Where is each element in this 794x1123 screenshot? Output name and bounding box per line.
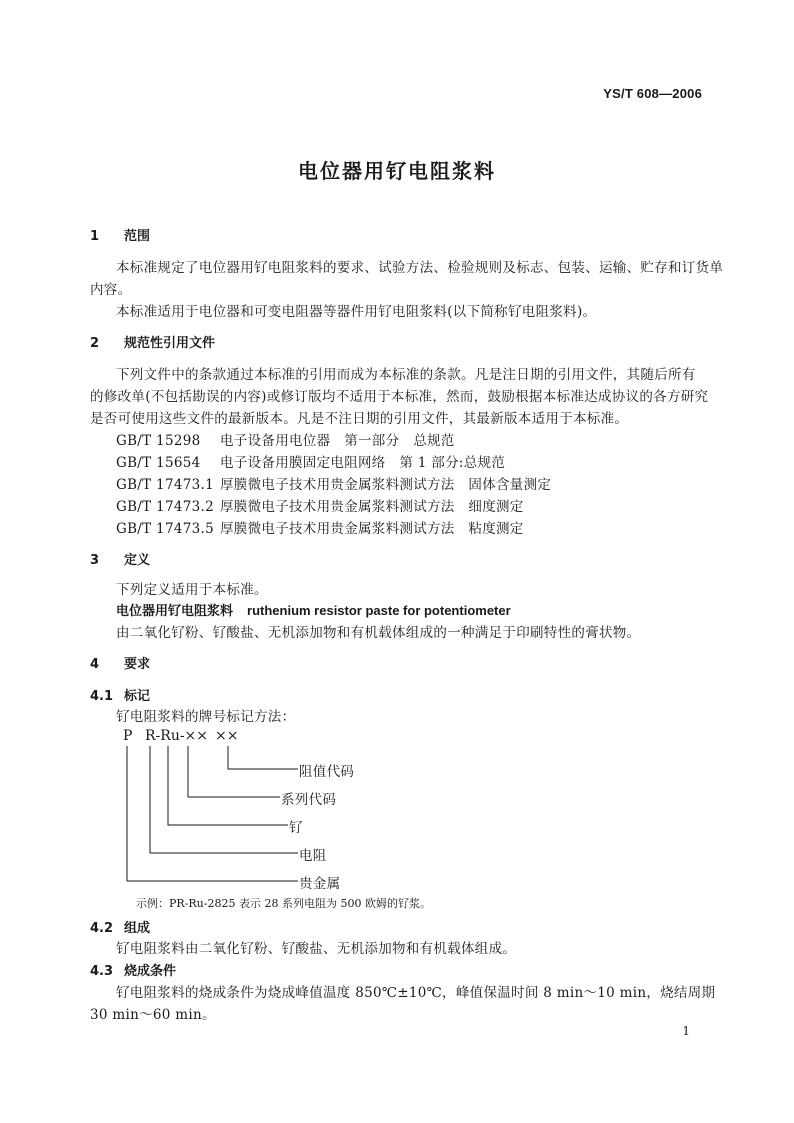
paragraph: 本标准适用于电位器和可变电阻器等器件用钌电阻浆料(以下简称钌电阻浆料)。 (116, 304, 597, 320)
diagram-char-p: P (123, 728, 133, 744)
section-title: 要求 (124, 657, 151, 672)
reference-title: 厚膜微电子技术用贵金属浆料测试方法 粘度测定 (220, 521, 524, 537)
subsection-4-2-heading (90, 917, 150, 936)
diagram-char-resistance-code: ×× (215, 728, 239, 744)
diagram-label-ruthenium: 钌 (289, 820, 303, 836)
leader-line-resistor (150, 746, 298, 853)
term-english: ruthenium resistor paste for potentiometer (247, 603, 511, 618)
paragraph: 是否可使用这些文件的最新版本。凡是不注日期的引用文件，其最新版本适用于本标准。 (90, 411, 629, 427)
marking-example: 示例：PR-Ru-2825 表示 28 系列电阻为 500 欧姆的钌浆。 (136, 897, 431, 910)
paragraph: 钌电阻浆料的牌号标记方法： (116, 709, 296, 725)
reference-title: 厚膜微电子技术用贵金属浆料测试方法 细度测定 (220, 499, 524, 515)
diagram-label-precious-metal: 贵金属 (299, 876, 341, 892)
paragraph: 的修改单(不包括勘误的内容)或修订版均不适用于本标准，然而，鼓励根据本标准达成协议的各方研究 (90, 389, 709, 405)
leader-line-series-code (188, 746, 280, 797)
subsection-4-3-heading (90, 960, 176, 979)
paragraph: 下列文件中的条款通过本标准的引用而成为本标准的条款。凡是注日期的引用文件，其随后所有 (116, 367, 696, 383)
paragraph: 钌电阻浆料的烧成条件为烧成峰值温度 850℃±10℃，峰值保温时间 8 min～10 min，烧结周期 (116, 985, 716, 1001)
term-definition: 由二氧化钌粉、钌酸盐、无机添加物和有机载体组成的一种满足于印刷特性的膏状物。 (116, 625, 641, 641)
paragraph: 下列定义适用于本标准。 (116, 582, 268, 598)
section-number: 4.3 (90, 964, 114, 979)
paragraph: 30 min～60 min。 (90, 1007, 216, 1023)
document-title: 电位器用钌电阻浆料 (298, 159, 496, 183)
reference-code: GB/T 15298 (116, 433, 201, 449)
reference-code: GB/T 17473.5 (116, 521, 214, 537)
reference-title: 电子设备用电位器 第一部分 总规范 (220, 433, 455, 449)
diagram-label-series-code: 系列代码 (281, 792, 337, 808)
reference-title: 厚膜微电子技术用贵金属浆料测试方法 固体含量测定 (220, 477, 552, 493)
page-number: 1 (682, 1024, 690, 1038)
term-chinese: 电位器用钌电阻浆料 (116, 604, 234, 619)
diagram-label-resistance-code: 阻值代码 (299, 764, 355, 780)
section-title: 定义 (124, 553, 151, 568)
section-number: 3 (90, 553, 100, 568)
leader-line-resistance-code (228, 746, 298, 769)
section-title: 标记 (124, 689, 151, 704)
section-title: 范围 (124, 229, 151, 244)
reference-title: 电子设备用膜固定电阻网络 第 1 部分:总规范 (220, 455, 506, 471)
section-number: 1 (90, 229, 100, 244)
leader-line-precious-metal (127, 746, 298, 881)
paragraph: 本标准规定了电位器用钌电阻浆料的要求、试验方法、检验规则及标志、包装、运输、贮存和订货单 (116, 260, 724, 276)
section-number: 4.2 (90, 921, 114, 936)
reference-code: GB/T 17473.1 (116, 477, 214, 493)
section-number: 2 (90, 336, 100, 351)
section-number: 4.1 (90, 689, 114, 704)
paragraph: 内容。 (90, 282, 132, 298)
section-title: 规范性引用文件 (124, 336, 216, 351)
section-title: 组成 (124, 921, 151, 936)
reference-code: GB/T 17473.2 (116, 499, 214, 515)
diagram-label-resistor: 电阻 (299, 848, 327, 864)
standard-code: YS/T 608—2006 (603, 86, 702, 101)
reference-code: GB/T 15654 (116, 455, 201, 471)
paragraph: 钌电阻浆料由二氧化钌粉、钌酸盐、无机添加物和有机载体组成。 (116, 941, 517, 957)
section-title: 烧成条件 (124, 964, 177, 979)
diagram-char-r-ru: R-Ru-×× (145, 728, 209, 744)
section-number: 4 (90, 657, 100, 672)
